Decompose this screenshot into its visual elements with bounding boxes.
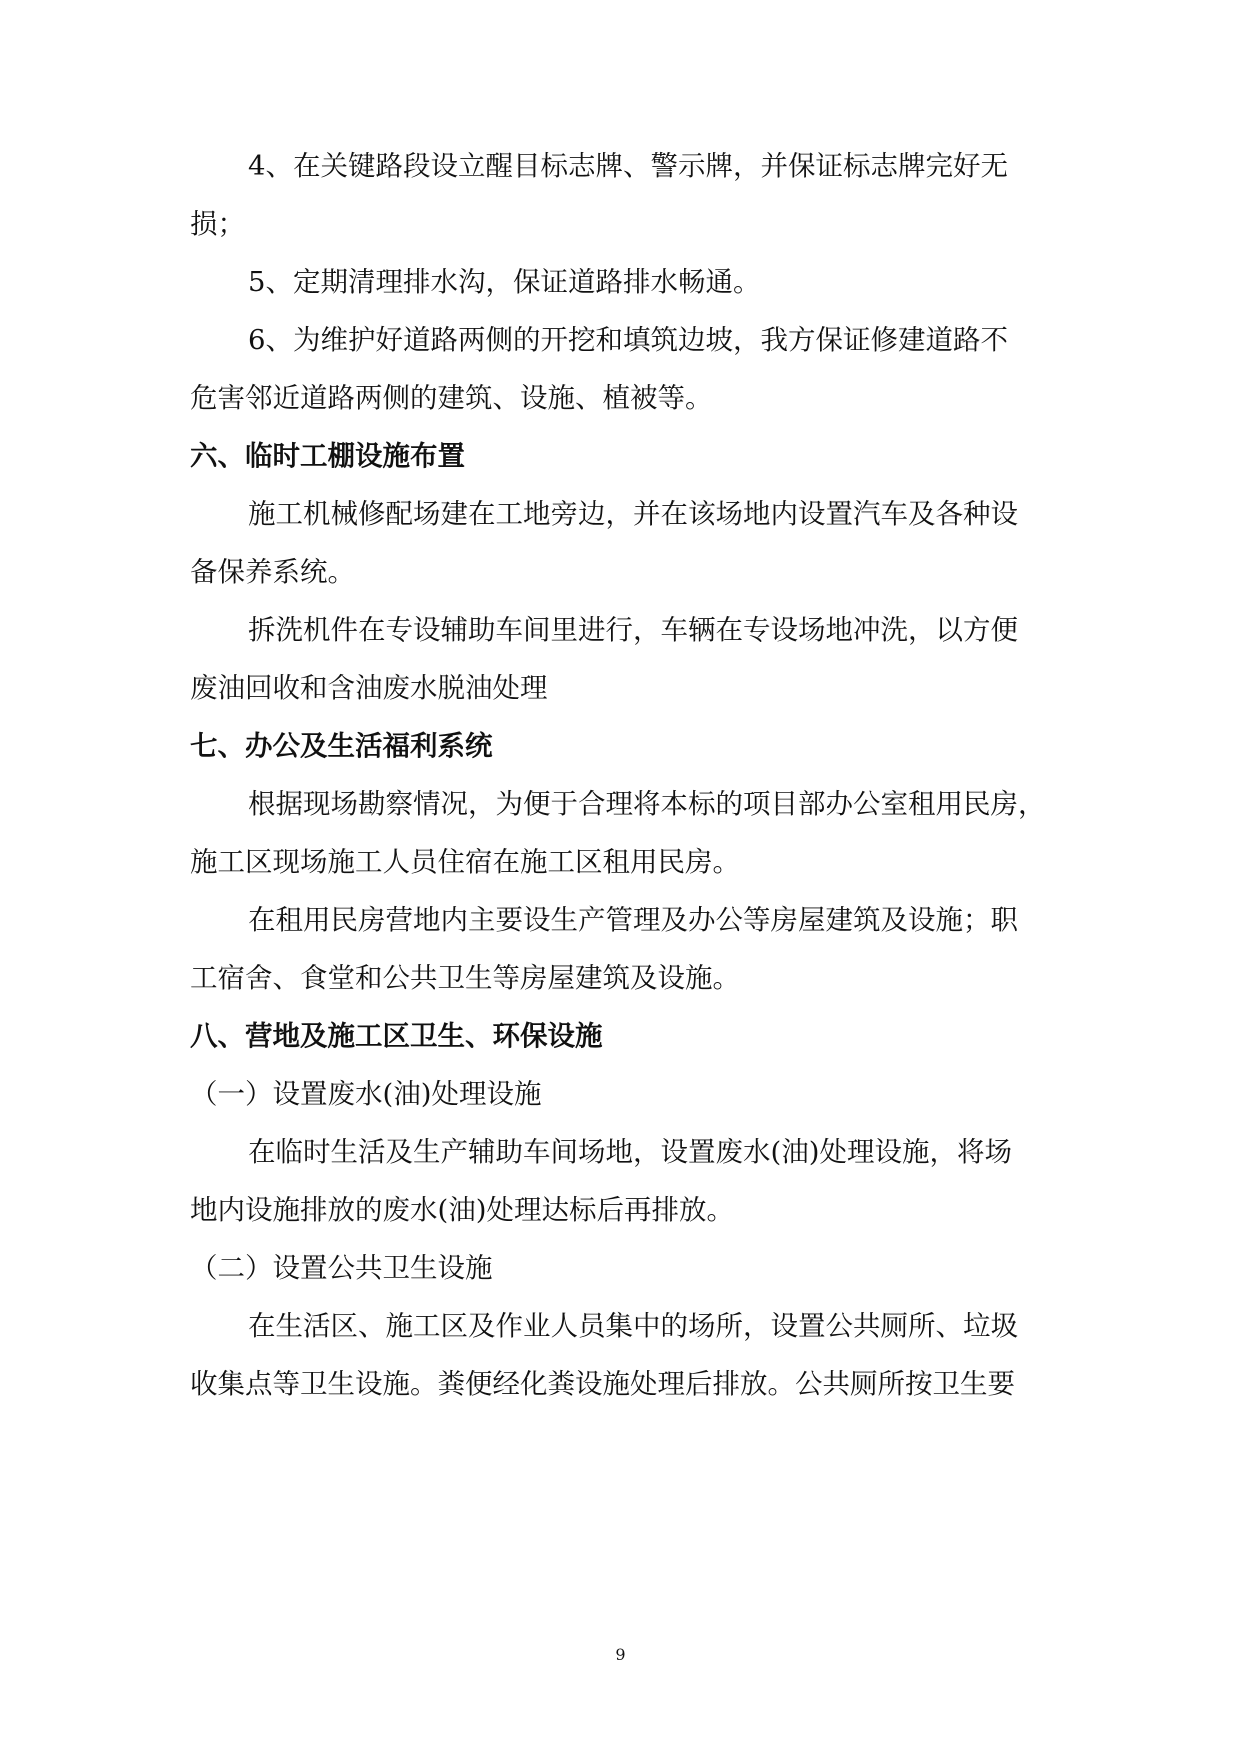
paragraph-line: 收集点等卫生设施。粪便经化粪设施处理后排放。公共厕所按卫生要: [190, 1368, 1015, 1400]
subsection-heading: （二）设置公共卫生设施: [190, 1252, 493, 1284]
paragraph-line: 施工机械修配场建在工地旁边，并在该场地内设置汽车及各种设: [248, 498, 1018, 530]
paragraph-line: 危害邻近道路两侧的建筑、设施、植被等。: [190, 382, 713, 414]
paragraph-line: 5、定期清理排水沟，保证道路排水畅通。: [248, 266, 761, 298]
paragraph-line: 在生活区、施工区及作业人员集中的场所，设置公共厕所、垃圾: [248, 1310, 1018, 1342]
section-heading: 六、临时工棚设施布置: [190, 440, 465, 472]
paragraph-line: 拆洗机件在专设辅助车间里进行，车辆在专设场地冲洗，以方便: [248, 614, 1018, 646]
paragraph-line: 6、为维护好道路两侧的开挖和填筑边坡，我方保证修建道路不: [248, 324, 1008, 356]
paragraph-line: 施工区现场施工人员住宿在施工区租用民房。: [190, 846, 740, 878]
section-heading: 七、办公及生活福利系统: [190, 730, 493, 762]
paragraph-line: 在租用民房营地内主要设生产管理及办公等房屋建筑及设施；职: [248, 904, 1018, 936]
paragraph-line: 废油回收和含油废水脱油处理: [190, 672, 548, 704]
paragraph-line: 地内设施排放的废水(油)处理达标后再排放。: [190, 1194, 734, 1226]
subsection-heading: （一）设置废水(油)处理设施: [190, 1078, 542, 1110]
paragraph-line: 根据现场勘察情况，为便于合理将本标的项目部办公室租用民房，: [248, 788, 1046, 820]
paragraph-line: 损；: [190, 208, 245, 240]
paragraph-line: 在临时生活及生产辅助车间场地，设置废水(油)处理设施，将场: [248, 1136, 1012, 1168]
paragraph-line: 备保养系统。: [190, 556, 355, 588]
paragraph-line: 4、在关键路段设立醒目标志牌、警示牌，并保证标志牌完好无: [248, 150, 1008, 182]
section-heading: 八、营地及施工区卫生、环保设施: [190, 1020, 603, 1052]
paragraph-line: 工宿舍、食堂和公共卫生等房屋建筑及设施。: [190, 962, 740, 994]
page-number: 9: [615, 1645, 626, 1664]
